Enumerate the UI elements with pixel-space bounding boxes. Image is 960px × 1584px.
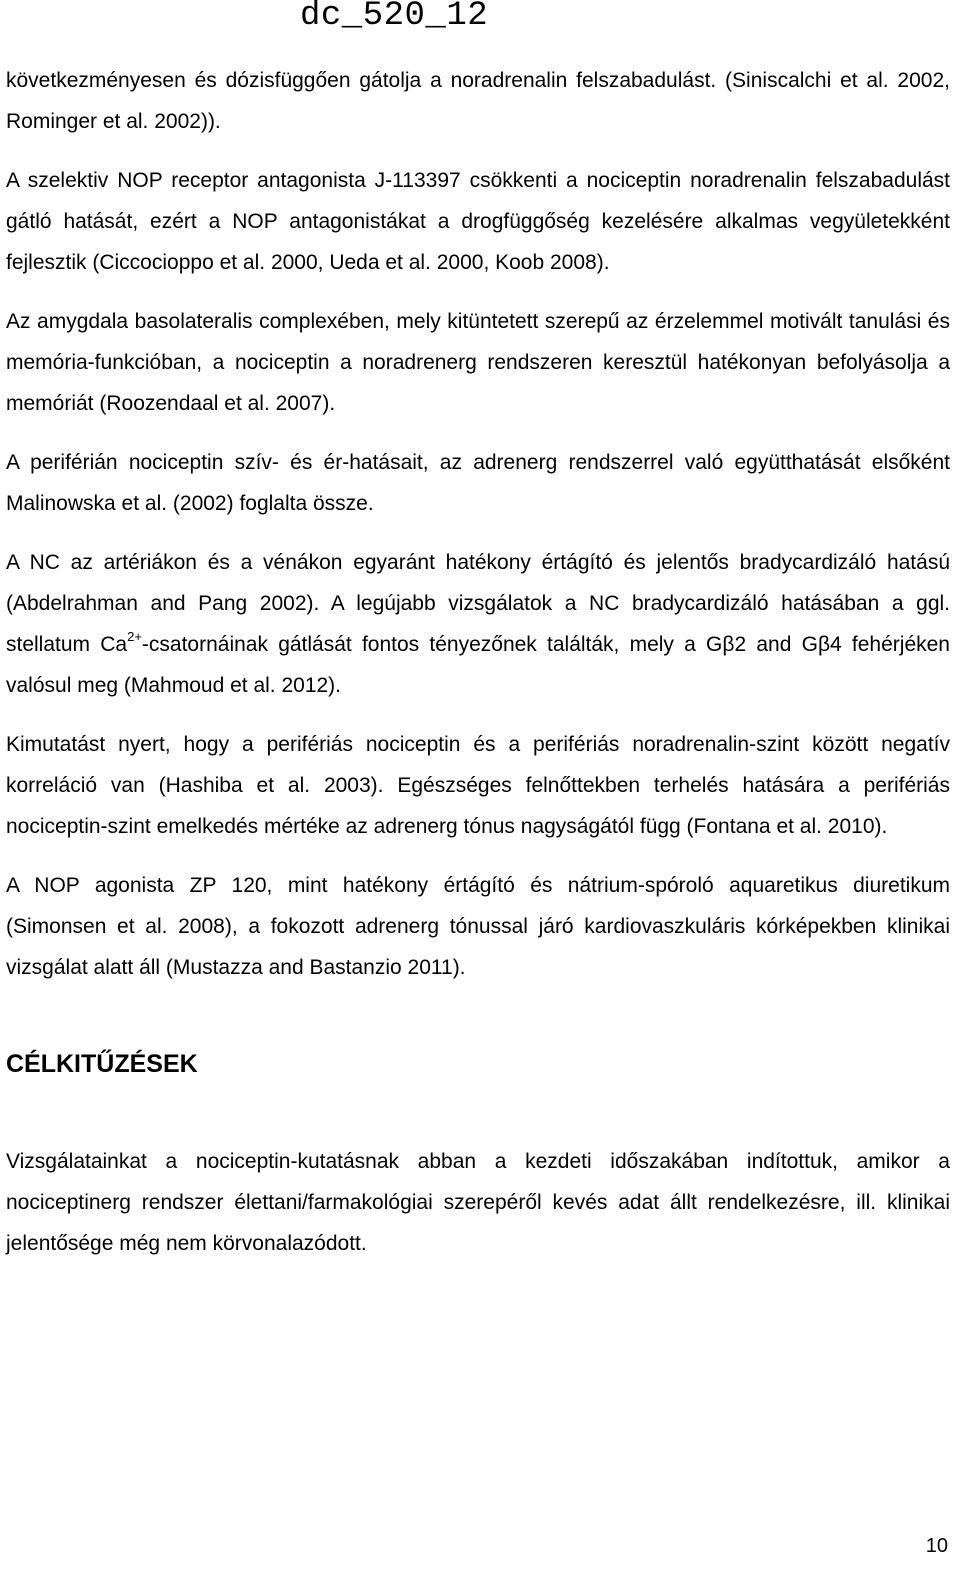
paragraph-noradrenalin-release: következményesen és dózisfüggően gátolja a noradrenalin felszabadulást. (Siniscalchi et al. 2002, Rominger et al. 2002)).: [6, 69, 950, 133]
paragraph-objectives: Vizsgálatainkat a nociceptin-kutatásnak abban a kezdeti időszakában indítottuk, amikor a nociceptinerg rendszer élettani/farmakológiai szerepéről kevés adat állt rendelkezésre, ill. klinikai jelentősége még nem körvonalazódott.: [6, 1150, 950, 1255]
paragraph-nop-antagonist: A szelektiv NOP receptor antagonista J-113397 csökkenti a nociceptin noradrenalin felszabadulást gátló hatását, ezért a NOP antagonistákat a drogfüggőség kezelésére alkalmas vegyületekként fejlesztik (Ciccocioppo et al. 2000, Ueda et al. 2000, Koob 2008).: [6, 169, 950, 274]
section-heading-objectives: CÉLKITŰZÉSEK: [6, 1050, 198, 1078]
document-id-header: dc_520_12: [300, 0, 489, 35]
paragraph-vasodilation-text-start: A NC az artériákon és a vénákon egyaránt hatékony értágító és jelentős bradycardizáló hatású (Abdelrahman and Pang 2002). A legújabb vizsgálatok a NC bradycardizáló hatásában a ggl. stellatum Ca: [6, 551, 950, 656]
paragraph-vasodilation-text-end: -csatornáinak gátlását fontos tényezőnek találták, mely a Gβ2 and Gβ4 fehérjéken valósul meg (Mahmoud et al. 2012).: [6, 633, 950, 697]
paragraph-vasodilation: [6, 542, 950, 706]
paragraph-amygdala: Az amygdala basolateralis complexében, mely kitüntetett szerepű az érzelemmel motivált tanulási és memória-funkcióban, a nociceptin a noradrenerg rendszeren keresztül hatékonyan befolyásolja a memóriát (Roozendaal et al. 2007).: [6, 310, 950, 415]
paragraph-correlation: Kimutatást nyert, hogy a perifériás nociceptin és a perifériás noradrenalin-szint között negatív korreláció van (Hashiba et al. 2003). Egészséges felnőttekben terhelés hatására a perifériás nociceptin-szint emelkedés mértéke az adrenerg tónus nagyságától függ (Fontana et al. 2010).: [6, 733, 950, 838]
calcium-charge-superscript: 2+: [127, 629, 142, 644]
document-body: [6, 60, 950, 1264]
paragraph-periphery: A periférián nociceptin szív- és ér-hatásait, az adrenerg rendszerrel való együtthatását elsőként Malinowska et al. (2002) foglalta össze.: [6, 451, 950, 515]
page-number: 10: [925, 1535, 948, 1557]
paragraph-nop-agonist: A NOP agonista ZP 120, mint hatékony értágító és nátrium-spóroló aquaretikus diuretikum (Simonsen et al. 2008), a fokozott adrenerg tónussal járó kardiovaszkuláris kórképekben klinikai vizsgálat alatt áll (Mustazza and Bastanzio 2011).: [6, 874, 950, 979]
